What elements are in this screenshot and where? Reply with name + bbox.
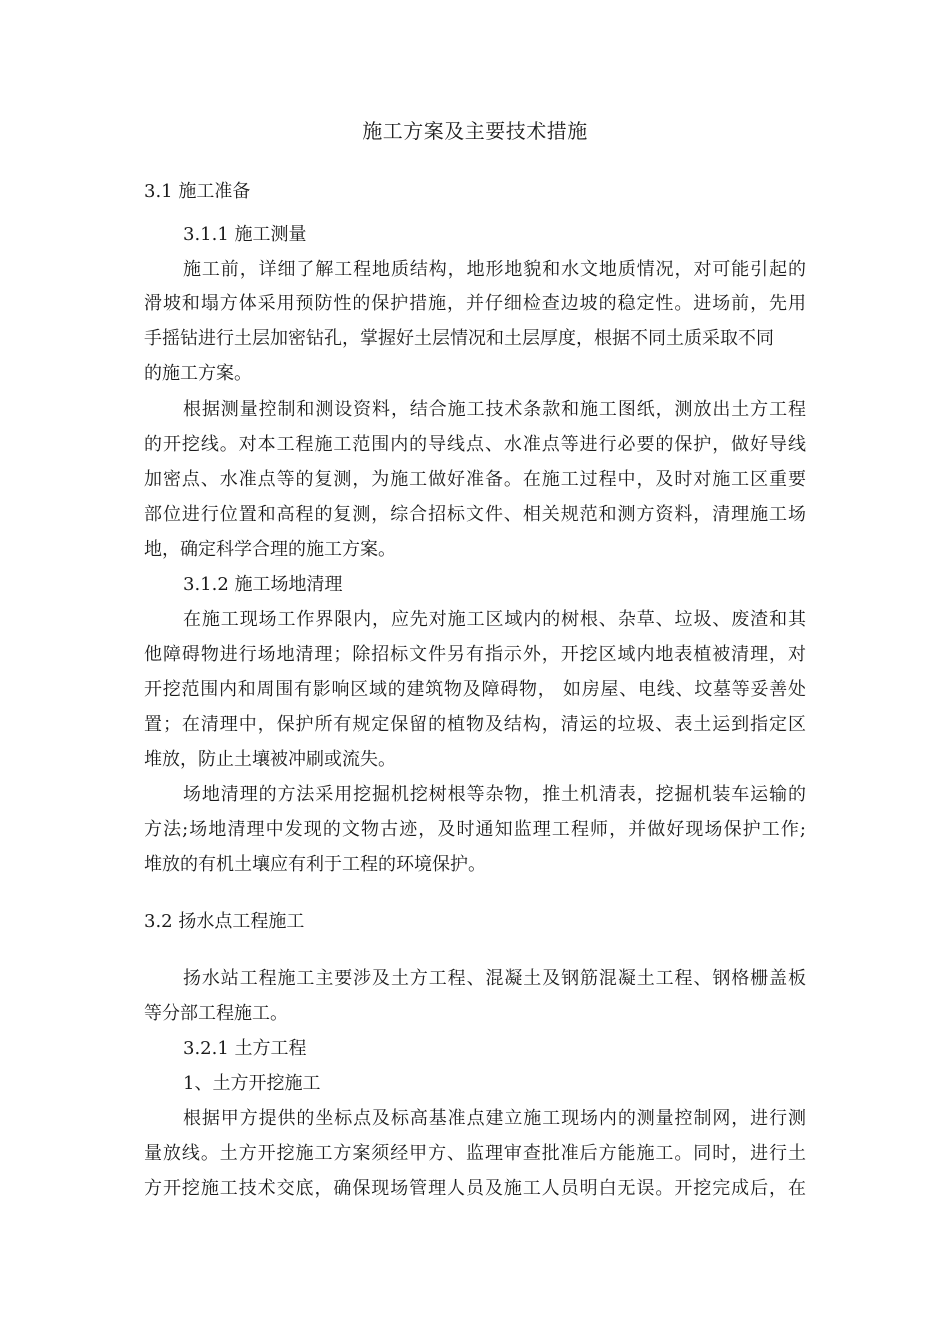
paragraph-line: 方开挖施工技术交底，确保现场管理人员及施工人员明白无误。开挖完成后，在 xyxy=(144,1178,806,1199)
paragraph-line: 方法;场地清理中发现的文物古迹，及时通知监理工程师，并做好现场保护工作; xyxy=(144,819,806,840)
paragraph-line: 开挖范围内和周围有影响区域的建筑物及障碍物， 如房屋、电线、坟墓等妥善处 xyxy=(144,679,806,700)
paragraph-line: 根据甲方提供的坐标点及标高基准点建立施工现场内的测量控制网，进行测 xyxy=(183,1108,806,1129)
paragraph-line: 他障碍物进行场地清理；除招标文件另有指示外，开挖区域内地表植被清理，对 xyxy=(144,644,806,665)
paragraph-line: 置；在清理中，保护所有规定保留的植物及结构，清运的垃圾、表土运到指定区 xyxy=(144,714,806,735)
paragraph-line: 在施工现场工作界限内，应先对施工区域内的树根、杂草、垃圾、废渣和其 xyxy=(183,609,806,630)
paragraph-line: 手摇钻进行土层加密钻孔，掌握好土层情况和土层厚度，根据不同土质采取不同 xyxy=(144,328,774,349)
paragraph-line: 扬水站工程施工主要涉及土方工程、混凝土及钢筋混凝土工程、钢格栅盖板 xyxy=(183,968,806,989)
subsection-heading-3-2-1: 3.2.1 土方工程 xyxy=(183,1038,307,1059)
paragraph-line: 的开挖线。对本工程施工范围内的导线点、水准点等进行必要的保护，做好导线 xyxy=(144,434,806,455)
paragraph-line: 量放线。土方开挖施工方案须经甲方、监理审查批准后方能施工。同时，进行土 xyxy=(144,1143,806,1164)
paragraph-line: 堆放，防止土壤被冲刷或流失。 xyxy=(144,749,396,770)
subsection-heading-3-1-1: 3.1.1 施工测量 xyxy=(183,224,307,245)
document-title: 施工方案及主要技术措施 xyxy=(362,119,588,143)
paragraph-line: 等分部工程施工。 xyxy=(144,1003,288,1024)
section-heading-3-1: 3.1 施工准备 xyxy=(144,181,251,202)
subsection-heading-3-1-2: 3.1.2 施工场地清理 xyxy=(183,574,343,595)
paragraph-line: 滑坡和塌方体采用预防性的保护措施，并仔细检查边坡的稳定性。进场前，先用 xyxy=(144,293,806,314)
paragraph-line: 部位进行位置和高程的复测，综合招标文件、相关规范和测方资料，清理施工场 xyxy=(144,504,806,525)
paragraph-line: 加密点、水准点等的复测，为施工做好准备。在施工过程中，及时对施工区重要 xyxy=(144,469,806,490)
section-heading-3-2: 3.2 扬水点工程施工 xyxy=(144,911,305,932)
paragraph-line: 地，确定科学合理的施工方案。 xyxy=(144,539,396,560)
list-heading-1: 1、土方开挖施工 xyxy=(183,1073,321,1094)
paragraph-line: 施工前，详细了解工程地质结构，地形地貌和水文地质情况，对可能引起的 xyxy=(183,259,806,280)
paragraph-line: 堆放的有机土壤应有利于工程的环境保护。 xyxy=(144,854,486,875)
paragraph-line: 的施工方案。 xyxy=(144,363,252,384)
paragraph-line: 场地清理的方法采用挖掘机挖树根等杂物，推土机清表，挖掘机装车运输的 xyxy=(183,784,806,805)
paragraph-line: 根据测量控制和测设资料，结合施工技术条款和施工图纸，测放出土方工程 xyxy=(183,399,806,420)
